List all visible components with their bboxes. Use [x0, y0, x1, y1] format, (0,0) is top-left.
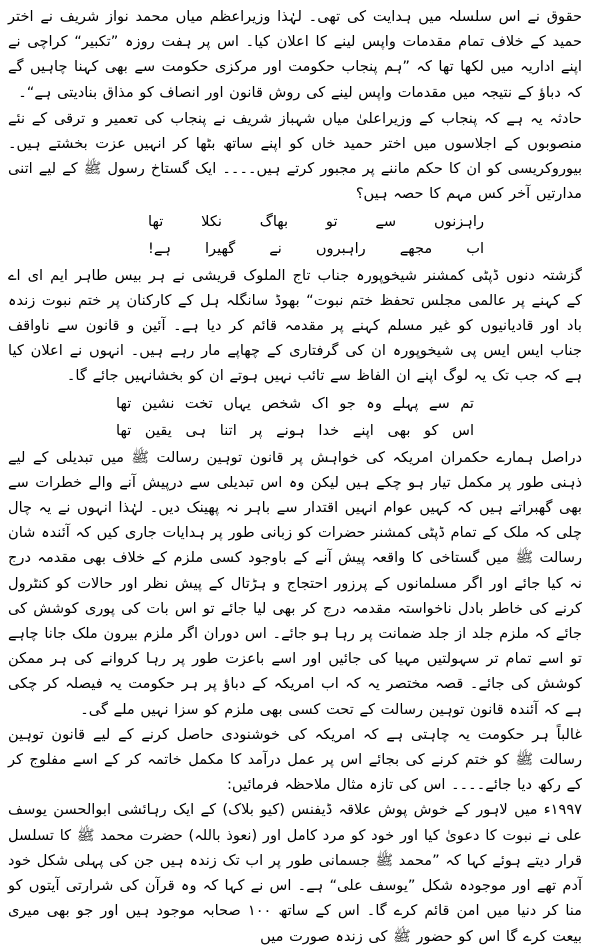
verse-word: نے: [269, 239, 282, 257]
document-page: [8, 4, 583, 945]
verse-word: بھی: [387, 421, 411, 439]
verse-word: پر: [250, 421, 263, 439]
paragraph-6: ۱۹۹۷ء میں لاہور کے خوش پوش علاقہ ڈیفنس (کیو بلاک) کے ایک رہائشی ابوالحسن یوسف علی نے نبوت کا دعویٰ کیا اور خود کو مرد کامل اور (نعوذ باللہ) حضرت محمد ﷺ کا تسلسل قرار دیتے ہوئے کہا کہ ”محمد ﷺ جسمانی طور پر اب تک زندہ ہیں جن کی پہلی شکل خود آدم تھے اور موجودہ شکل ”یوسف علی“ ہے۔ اس نے کہا کہ وہ قرآن کی شرارتی آیتوں کو منا کر دنیا میں امن قائم کرے گا۔ اس کے ساتھ ۱۰۰ صحابہ موجود ہیں اور جو بھی میری بیعت کرے گا اس کو حضور ﷺ کی زندہ صورت میں: [8, 801, 583, 945]
verse-line-3: [8, 391, 582, 416]
verse-word: اتنا: [219, 421, 237, 439]
verse-word: راہبروں: [315, 239, 366, 257]
verse-word: جو: [339, 394, 356, 412]
verse-word: تم: [460, 394, 474, 412]
paragraph-4: دراصل ہمارے حکمران امریکہ کی خواہش پر قانون توہین رسالت ﷺ میں تبدیلی کے لیے ذہنی طور پر مکمل تیار ہو چکے ہیں لیکن وہ اس تبدیلی سے درپیش آنے والے خطرات سے بھی گھبراتے ہیں کہ کہیں عوام انہیں اقتدار سے باہر نہ پھینک دیں۔ لہٰذا انہوں نے یہ چال چلی کہ ملک کے تمام ڈپٹی کمشنر حضرات کو زبانی طور پر ہدایات جاری کیں کہ آئندہ شان رسالت ﷺ میں گستاخی کا واقعہ پیش آنے کے باوجود کسی ملزم کے خلاف بھی مقدمہ درج نہ کیا جائے اور اگر مسلمانوں کے پرزور احتجاج و ہڑتال کے پیش نظر اور حالات کو کنٹرول کرنے کی خاطر بادل ناخواستہ مقدمہ درج کر بھی لیا جائے تو اس بات کی پوری کوشش کی جائے کہ ملزم جلد از جلد ضمانت پر رہا ہو جائے۔ اس دوران اگر ملزم بیرون ملک جانا چاہے تو اسے تمام تر سہولتیں مہیا کی جائیں اور اسے باعزت طور پر رہا کروانے کی ہر ممکن کوشش کی جائے۔ قصہ مختصر یہ کہ اب امریکہ کے دباؤ پر ہر حکومت یہ فیصلہ کر چکی ہے کہ آئندہ قانون توہین رسالت کے تحت کسی بھی ملزم کو سزا نہیں ملے گی۔: [8, 448, 582, 718]
verse-word: مجھے: [399, 239, 433, 257]
verse-word: راہزنوں: [433, 212, 484, 230]
verse-word: یقین: [144, 421, 172, 439]
verse-word: خدا: [318, 421, 340, 439]
verse-word: اپنے: [352, 421, 374, 439]
verse-word: نکلا: [201, 212, 222, 230]
verse-word: تخت: [184, 394, 213, 412]
paragraph-1: حقوق نے اس سلسلہ میں ہدایت کی تھی۔ لہٰذا وزیراعظم میاں محمد نواز شریف نے اختر حمید کے خلاف تمام مقدمات واپس لینے کا اعلان کیا۔ اس پر ہفت روزہ ”تکبیر“ کراچی نے اپنے اداریہ میں لکھا تھا کہ ”ہم پنجاب حکومت اور مرکزی حکومت سے بھی کہنا چاہیں گے کہ دباؤ کے نتیجہ میں مقدمات واپس لینے کی روش قانون اور انصاف کو مذاق بنادیتی ہے“۔: [8, 8, 582, 101]
verse-word: تھا: [116, 394, 132, 412]
verse-word: ہی: [185, 421, 207, 439]
verse-word: ہے!: [148, 239, 171, 257]
verse-word: پہلے: [392, 394, 419, 412]
verse-word: وہ: [366, 394, 382, 412]
verse-word: نشین: [141, 394, 175, 412]
verse-word: تھا: [148, 212, 164, 230]
verse-word: تھا: [116, 421, 132, 439]
verse-word: ہونے: [276, 421, 305, 439]
paragraph-2: حادثہ یہ ہے کہ پنجاب کے وزیراعلیٰ میاں شہباز شریف نے پنجاب کی تعمیر و ترقی کے نئے منصوبوں کے اجلاسوں میں اختر حمید خاں کو اپنے ساتھ بٹھا کر انہیں عزت بخشتے ہیں۔ بیوروکریسی کو ان کا حکم ماننے پر مجبور کرتے ہیں۔۔۔۔ ایک گستاخ رسول ﷺ کے لیے اتنی مدارتیں آخر کس مہم کا حصہ ہیں؟: [8, 109, 582, 203]
verse-word: اب: [466, 239, 484, 257]
paragraph-5: غالباً ہر حکومت یہ چاہتی ہے کہ امریکہ کی خوشنودی حاصل کرنے کے لیے قانون توہین رسالت ﷺ کو ختم کرنے کی بجائے اس پر عمل درآمد کا مکمل خاتمہ کر کے اسے مفلوج کر کے رکھ دیا جائے۔۔۔۔ اس کی تازہ مثال ملاحظہ فرمائیں:: [8, 725, 582, 794]
verse-word: کو: [424, 421, 439, 439]
verse-word: سے: [428, 394, 450, 412]
verse-word: یہاں: [223, 394, 251, 412]
verse-word: گھیرا: [205, 239, 236, 257]
verse-word: سے: [375, 212, 397, 230]
verse-word: بھاگ: [259, 212, 289, 230]
verse-line-2: [8, 236, 582, 261]
verse-word: تو: [325, 212, 338, 230]
verse-word: شخص: [261, 394, 302, 412]
verse-line-1: [8, 209, 582, 234]
verse-line-4: [8, 418, 582, 443]
verse-word: اس: [452, 421, 474, 439]
verse-word: اک: [311, 394, 329, 412]
paragraph-3: گزشتہ دنوں ڈپٹی کمشنر شیخوپورہ جناب تاج الملوک قریشی نے ہر بیس طاہر ایم ای اے کے کہنے پر عالمی مجلس تحفظ ختم نبوت“ بھوڈ سانگلہ ہل کے کارکنان پر ختم نبوت زندہ باد اور قادیانیوں کو غیر مسلم کہنے پر مقدمہ قائم کر دیا ہے۔ آئین و قانون سے ناواقف جناب ایس ایس پی شیخوپورہ ان کی گرفتاری کے چھاپے مار رہے ہیں۔ انہوں نے اعلان کیا ہے کہ جب تک یہ لوگ اپنے ان الفاظ سے تائب نہیں ہوتے ان کو بخشانہیں جائے گا۔: [8, 266, 582, 385]
